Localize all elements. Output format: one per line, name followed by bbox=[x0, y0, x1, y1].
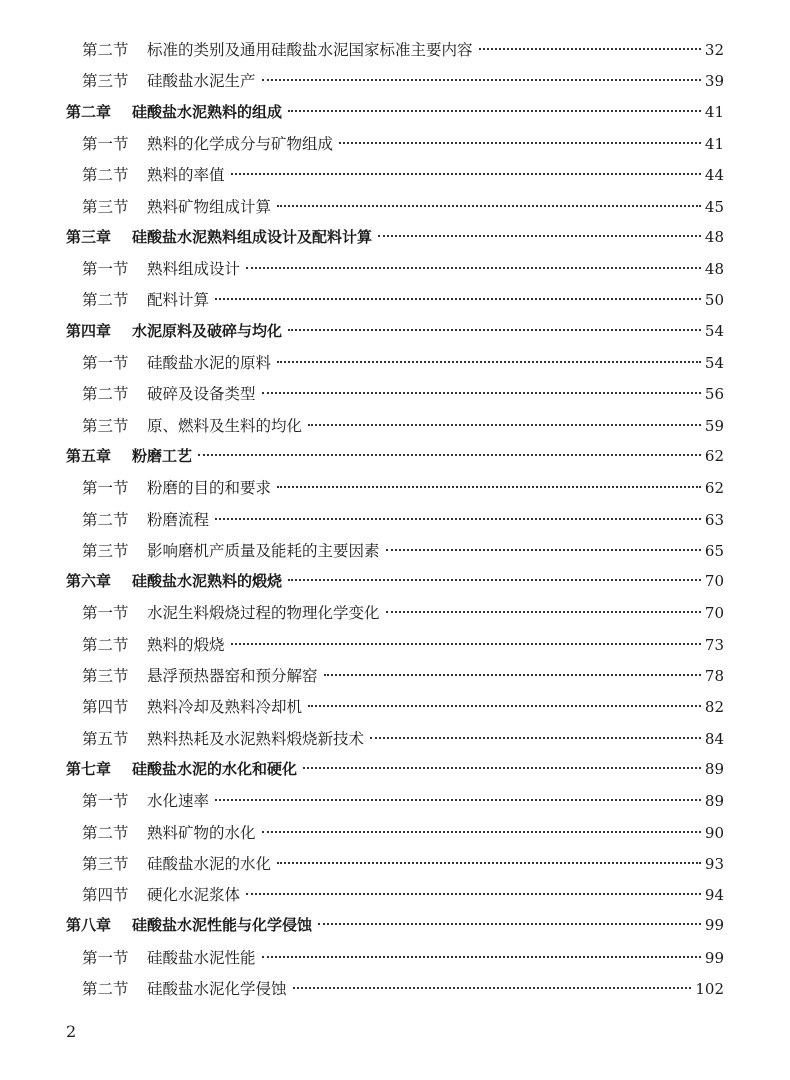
toc-chapter-entry bbox=[66, 226, 724, 252]
dot-leader bbox=[339, 141, 701, 144]
page-ref: 50 bbox=[704, 291, 724, 310]
toc-section-entry bbox=[82, 414, 724, 440]
page-ref: 70 bbox=[704, 604, 724, 623]
section-title: 硅酸盐水泥性能 bbox=[147, 948, 256, 967]
page-ref: 73 bbox=[704, 635, 724, 654]
page-ref: 99 bbox=[704, 916, 724, 935]
section-number: 第一节 bbox=[82, 948, 129, 967]
dot-leader bbox=[479, 47, 701, 50]
section-title: 熟料矿物的水化 bbox=[147, 823, 256, 842]
section-number: 第二节 bbox=[82, 823, 129, 842]
dot-leader bbox=[277, 861, 701, 864]
dot-leader bbox=[303, 766, 701, 769]
page-ref: 62 bbox=[704, 479, 724, 498]
chapter-title: 硅酸盐水泥熟料组成设计及配料计算 bbox=[132, 227, 373, 246]
toc-chapter-entry bbox=[66, 320, 724, 346]
page-ref: 90 bbox=[704, 823, 724, 842]
toc-section-entry bbox=[82, 633, 724, 659]
dot-leader bbox=[378, 234, 701, 237]
page-number: 2 bbox=[66, 1022, 77, 1041]
section-title: 硅酸盐水泥生产 bbox=[147, 72, 256, 91]
page-ref: 59 bbox=[704, 416, 724, 435]
section-number: 第三节 bbox=[82, 854, 129, 873]
chapter-number: 第六章 bbox=[66, 572, 112, 591]
dot-leader bbox=[231, 172, 701, 175]
section-number: 第一节 bbox=[82, 792, 129, 811]
dot-leader bbox=[288, 109, 701, 112]
dot-leader bbox=[308, 704, 701, 707]
page-ref: 84 bbox=[704, 729, 724, 748]
dot-leader bbox=[215, 517, 701, 520]
section-number: 第一节 bbox=[82, 604, 129, 623]
dot-leader bbox=[386, 548, 701, 551]
chapter-number: 第七章 bbox=[66, 759, 112, 778]
section-number: 第三节 bbox=[82, 72, 129, 91]
toc-section-entry bbox=[82, 852, 724, 878]
chapter-title: 硅酸盐水泥的水化和硬化 bbox=[132, 759, 298, 778]
section-title: 熟料组成设计 bbox=[147, 260, 241, 279]
toc-section-entry bbox=[82, 163, 724, 189]
page-ref: 54 bbox=[704, 354, 724, 372]
section-title: 标准的类别及通用硅酸盐水泥国家标准主要内容 bbox=[147, 41, 473, 59]
toc-chapter-entry bbox=[66, 570, 724, 596]
page-ref: 39 bbox=[704, 72, 724, 91]
section-title: 破碎及设备类型 bbox=[147, 385, 256, 404]
page-ref: 93 bbox=[704, 854, 724, 873]
section-title: 熟料的煅烧 bbox=[147, 635, 225, 654]
page-ref: 63 bbox=[704, 510, 724, 529]
section-number: 第二节 bbox=[82, 41, 129, 59]
toc-section-entry bbox=[82, 946, 724, 972]
page-ref: 54 bbox=[704, 321, 724, 340]
dot-leader bbox=[262, 955, 701, 958]
toc-section-entry bbox=[82, 132, 724, 158]
section-number: 第二节 bbox=[82, 166, 129, 185]
page-ref: 44 bbox=[704, 166, 724, 185]
dot-leader bbox=[288, 328, 701, 331]
chapter-number: 第五章 bbox=[66, 446, 112, 465]
toc-section-entry bbox=[82, 977, 724, 1003]
section-number: 第二节 bbox=[82, 385, 129, 404]
page-ref: 62 bbox=[704, 446, 724, 465]
toc-chapter-entry bbox=[66, 914, 724, 940]
toc-section-entry bbox=[82, 821, 724, 847]
dot-leader bbox=[246, 892, 701, 895]
page-ref: 56 bbox=[704, 385, 724, 404]
dot-leader bbox=[277, 360, 701, 363]
page-ref: 82 bbox=[704, 698, 724, 717]
page-ref: 65 bbox=[704, 541, 724, 560]
section-title: 熟料冷却及熟料冷却机 bbox=[147, 698, 303, 717]
section-number: 第二节 bbox=[82, 635, 129, 654]
section-number: 第三节 bbox=[82, 667, 129, 685]
page-ref: 99 bbox=[704, 948, 724, 967]
section-title: 熟料矿物组成计算 bbox=[147, 197, 272, 216]
toc-chapter-entry bbox=[66, 445, 724, 471]
toc-section-entry bbox=[82, 664, 724, 690]
dot-leader bbox=[318, 922, 701, 925]
toc-section-entry bbox=[82, 539, 724, 565]
toc-section-entry bbox=[82, 69, 724, 95]
toc-section-entry bbox=[82, 789, 724, 815]
toc-section-entry bbox=[82, 288, 724, 314]
section-number: 第三节 bbox=[82, 416, 129, 435]
section-number: 第二节 bbox=[82, 291, 129, 310]
section-title: 熟料的率值 bbox=[147, 166, 225, 185]
section-title: 硅酸盐水泥化学侵蚀 bbox=[147, 980, 287, 998]
section-title: 粉磨流程 bbox=[147, 510, 210, 529]
dot-leader bbox=[308, 423, 701, 426]
toc-section-entry bbox=[82, 38, 724, 64]
section-title: 硅酸盐水泥的原料 bbox=[147, 354, 272, 372]
toc-section-entry bbox=[82, 351, 724, 377]
dot-leader bbox=[386, 610, 701, 613]
section-title: 影响磨机产质量及能耗的主要因素 bbox=[147, 541, 380, 560]
section-title: 硅酸盐水泥的水化 bbox=[147, 854, 272, 873]
section-title: 熟料的化学成分与矿物组成 bbox=[147, 134, 334, 153]
toc-section-entry bbox=[82, 601, 724, 627]
chapter-title: 硅酸盐水泥熟料的组成 bbox=[132, 102, 283, 121]
page-ref: 89 bbox=[704, 792, 724, 811]
dot-leader bbox=[277, 204, 701, 207]
section-title: 硬化水泥浆体 bbox=[147, 886, 241, 905]
dot-leader bbox=[215, 297, 701, 300]
chapter-number: 第四章 bbox=[66, 321, 112, 340]
section-number: 第三节 bbox=[82, 197, 129, 216]
chapter-title: 水泥原料及破碎与均化 bbox=[132, 321, 283, 340]
dot-leader bbox=[262, 78, 701, 81]
dot-leader bbox=[262, 391, 701, 394]
page-ref: 70 bbox=[704, 572, 724, 591]
section-title: 水化速率 bbox=[147, 792, 210, 811]
page-ref: 41 bbox=[704, 134, 724, 153]
section-title: 配料计算 bbox=[147, 291, 210, 310]
section-title: 熟料热耗及水泥熟料煅烧新技术 bbox=[147, 729, 365, 748]
section-number: 第一节 bbox=[82, 479, 129, 498]
dot-leader bbox=[198, 453, 701, 456]
section-number: 第四节 bbox=[82, 698, 129, 717]
page-ref: 45 bbox=[704, 197, 724, 216]
page-ref: 32 bbox=[704, 41, 724, 59]
toc-section-entry bbox=[82, 257, 724, 283]
dot-leader bbox=[324, 673, 701, 676]
section-title: 水泥生料煅烧过程的物理化学变化 bbox=[147, 604, 380, 623]
dot-leader bbox=[231, 642, 701, 645]
toc-section-entry bbox=[82, 883, 724, 909]
dot-leader bbox=[246, 266, 701, 269]
chapter-title: 硅酸盐水泥熟料的煅烧 bbox=[132, 572, 283, 591]
dot-leader bbox=[215, 798, 701, 801]
dot-leader bbox=[277, 485, 701, 488]
page-ref: 48 bbox=[704, 260, 724, 279]
section-title: 粉磨的目的和要求 bbox=[147, 479, 272, 498]
section-number: 第一节 bbox=[82, 354, 129, 372]
dot-leader bbox=[370, 736, 701, 739]
toc-section-entry bbox=[82, 508, 724, 534]
toc-chapter-entry bbox=[66, 758, 724, 784]
dot-leader bbox=[293, 986, 692, 989]
toc-section-entry bbox=[82, 727, 724, 753]
section-number: 第二节 bbox=[82, 510, 129, 529]
page-ref: 102 bbox=[695, 980, 724, 998]
section-title: 原、燃料及生料的均化 bbox=[147, 416, 303, 435]
section-number: 第五节 bbox=[82, 729, 129, 748]
toc-section-entry bbox=[82, 382, 724, 408]
section-number: 第一节 bbox=[82, 134, 129, 153]
page-ref: 48 bbox=[704, 227, 724, 246]
chapter-number: 第二章 bbox=[66, 102, 112, 121]
toc-chapter-entry bbox=[66, 101, 724, 127]
toc-section-entry bbox=[82, 476, 724, 502]
chapter-title: 硅酸盐水泥性能与化学侵蚀 bbox=[132, 916, 313, 935]
chapter-title: 粉磨工艺 bbox=[132, 446, 193, 465]
section-number: 第四节 bbox=[82, 886, 129, 905]
page-ref: 78 bbox=[704, 667, 724, 685]
chapter-number: 第八章 bbox=[66, 916, 112, 935]
page-ref: 94 bbox=[704, 886, 724, 905]
dot-leader bbox=[262, 830, 701, 833]
section-title: 悬浮预热器窑和预分解窑 bbox=[147, 667, 318, 685]
toc-section-entry bbox=[82, 695, 724, 721]
section-number: 第二节 bbox=[82, 980, 129, 998]
page-ref: 41 bbox=[704, 102, 724, 121]
chapter-number: 第三章 bbox=[66, 227, 112, 246]
page-ref: 89 bbox=[704, 759, 724, 778]
dot-leader bbox=[288, 578, 701, 581]
section-number: 第三节 bbox=[82, 541, 129, 560]
toc-section-entry bbox=[82, 195, 724, 221]
section-number: 第一节 bbox=[82, 260, 129, 279]
